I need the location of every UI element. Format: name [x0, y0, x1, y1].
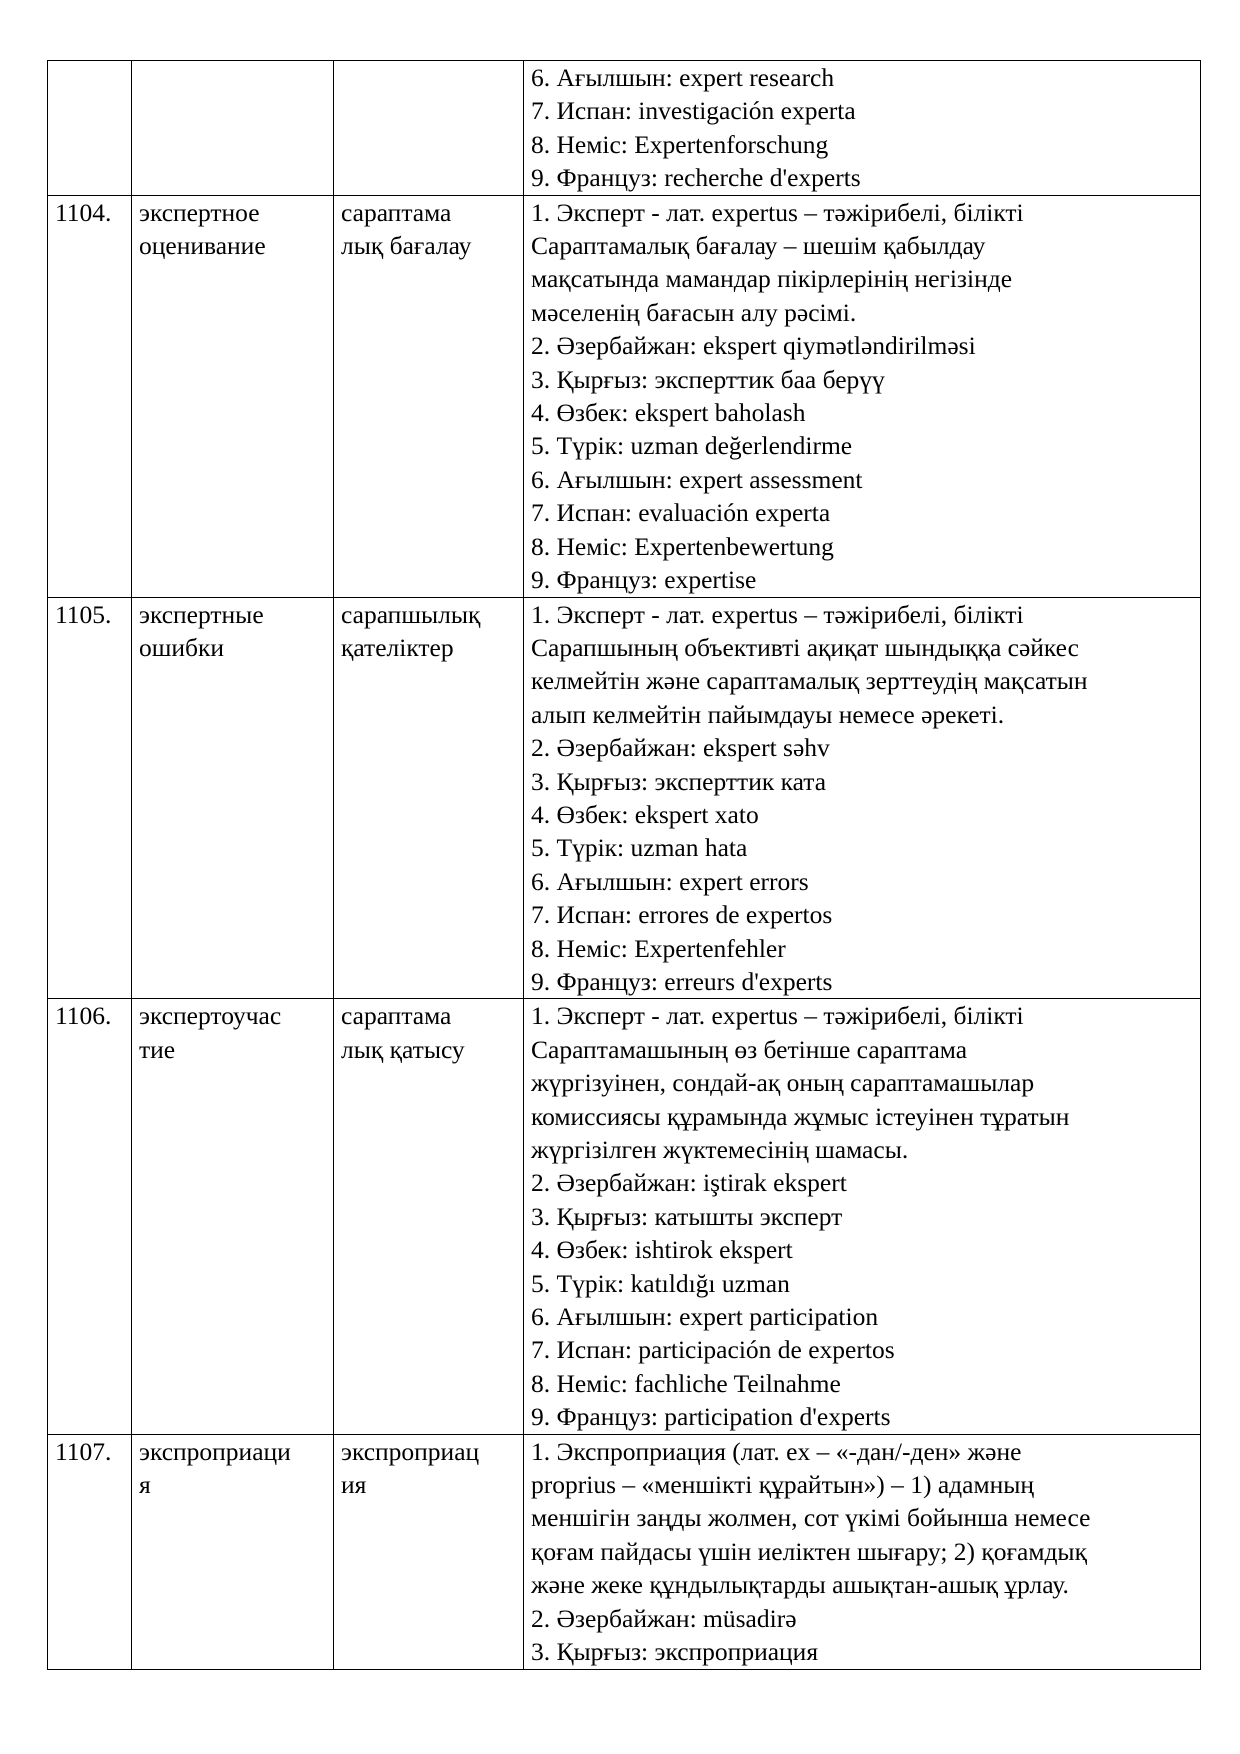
terminology-table — [47, 60, 1201, 1670]
entry-number: 1105. — [48, 597, 132, 999]
definition-translations-line: 9. Француз: participation d'experts — [531, 1402, 891, 1432]
russian-term-line: экспертные — [139, 599, 264, 629]
kazakh-term-line: лық бағалау — [341, 231, 472, 261]
kazakh-term — [334, 61, 524, 196]
definition-translations-line: 2. Әзербайжан: müsadirə — [531, 1603, 797, 1633]
table-row — [48, 61, 1201, 196]
definition-translations-line: алып келмейтін пайымдауы немесе әрекеті. — [531, 699, 1005, 729]
definition-translations-line: 2. Әзербайжан: iştirak ekspert — [531, 1168, 847, 1198]
kazakh-term-line: экспроприац — [341, 1436, 480, 1466]
entry-number — [48, 61, 132, 196]
definition-translations-line: 7. Испан: investigación experta — [531, 96, 856, 126]
definition-translations — [524, 999, 1201, 1434]
definition-translations-line: 2. Әзербайжан: ekspert qiymətləndirilməsi — [531, 331, 976, 361]
definition-translations-line: 7. Испан: participación de expertos — [531, 1335, 895, 1365]
russian-term-line: оценивание — [139, 231, 266, 261]
definition-translations-line: 4. Өзбек: ekspert xato — [531, 799, 759, 829]
table-row — [48, 1434, 1201, 1669]
table-row — [48, 597, 1201, 999]
kazakh-term-line: ия — [341, 1470, 367, 1500]
definition-translations-line: жүргізілген жүктемесінің шамасы. — [531, 1135, 909, 1164]
table-row — [48, 195, 1201, 597]
russian-term — [132, 1434, 334, 1669]
definition-translations-line: 8. Неміс: fachliche Teilnahme — [531, 1368, 841, 1398]
kazakh-term-line: лық қатысу — [341, 1034, 465, 1064]
definition-translations-line: мәселенің бағасын алу рәсімі. — [531, 297, 857, 327]
entry-number: 1104. — [48, 195, 132, 597]
entry-number: 1106. — [48, 999, 132, 1434]
definition-translations-line: 6. Ағылшын: expert assessment — [531, 464, 863, 494]
russian-term-line: ошибки — [139, 632, 225, 662]
kazakh-term — [334, 999, 524, 1434]
kazakh-term — [334, 597, 524, 999]
kazakh-term-line: сараптама — [341, 1001, 452, 1031]
definition-translations-line: 3. Қырғыз: катышты эксперт — [531, 1201, 843, 1231]
russian-term — [132, 195, 334, 597]
definition-translations-line: 7. Испан: evaluación experta — [531, 498, 831, 528]
definition-translations-line: 1. Экспроприация (лат. ex – «-дан/-ден» және — [531, 1436, 1022, 1466]
definition-translations-line: 9. Француз: erreurs d'experts — [531, 966, 833, 996]
kazakh-term — [334, 1434, 524, 1669]
definition-translations-line: меншігін заңды жолмен, сот үкімі бойынша немесе — [531, 1503, 1091, 1533]
definition-translations-line: мақсатында мамандар пікірлерінің негізінде — [531, 264, 1013, 294]
definition-translations-line: 2. Әзербайжан: ekspert səhv — [531, 733, 830, 763]
definition-translations-line: 6. Ағылшын: expert research — [531, 63, 835, 92]
kazakh-term — [334, 195, 524, 597]
definition-translations-line: 8. Неміс: Expertenbewertung — [531, 531, 834, 561]
definition-translations — [524, 61, 1201, 196]
russian-term — [132, 597, 334, 999]
definition-translations-line: 6. Ағылшын: expert errors — [531, 866, 809, 896]
russian-term-line: экспроприаци — [139, 1436, 291, 1466]
definition-translations-line: 5. Түрік: katıldığı uzman — [531, 1268, 790, 1298]
definition-translations-line: 5. Түрік: uzman hata — [531, 833, 748, 863]
russian-term — [132, 999, 334, 1434]
definition-translations-line: қоғам пайдасы үшін иеліктен шығару; 2) қоғамдық — [531, 1536, 1087, 1566]
kazakh-term-line: сарапшылық — [341, 599, 481, 629]
russian-term — [132, 61, 334, 196]
definition-translations-line: 6. Ағылшын: expert participation — [531, 1302, 879, 1332]
table-row — [48, 999, 1201, 1434]
russian-term-line: тие — [139, 1034, 176, 1064]
definition-translations-line: 7. Испан: errores de expertos — [531, 900, 833, 930]
definition-translations — [524, 597, 1201, 999]
definition-translations — [524, 1434, 1201, 1669]
russian-term-line: экспертное — [139, 197, 260, 227]
definition-translations-line: Сараптамалық бағалау – шешім қабылдау — [531, 231, 986, 261]
russian-term-line: экспертоучас — [139, 1001, 282, 1031]
definition-translations-line: 3. Қырғыз: эксперттик баа берүү — [531, 364, 885, 394]
definition-translations-line: 1. Эксперт - лат. expertus – тәжірибелі, білікті — [531, 1001, 1024, 1031]
definition-translations-line: 8. Неміс: Expertenfehler — [531, 933, 786, 963]
definition-translations-line: 3. Қырғыз: экспроприация — [531, 1637, 819, 1667]
definition-translations-line: 4. Өзбек: ishtirok ekspert — [531, 1235, 793, 1265]
definition-translations-line: және жеке құндылықтарды ашықтан-ашық ұрлау. — [531, 1570, 1069, 1600]
russian-term-line: я — [139, 1470, 151, 1500]
definition-translations-line: 8. Неміс: Expertenforschung — [531, 129, 829, 159]
definition-translations-line: 4. Өзбек: ekspert baholash — [531, 398, 806, 428]
definition-translations-line: proprius – «меншікті құрайтын») – 1) адамның — [531, 1470, 1035, 1500]
definition-translations-line: Сарапшының объективті ақиқат шындыққа сәйкес — [531, 632, 1079, 662]
definition-translations-line: 1. Эксперт - лат. expertus – тәжірибелі, білікті — [531, 599, 1024, 629]
definition-translations-line: комиссиясы құрамында жұмыс істеуінен тұратын — [531, 1101, 1070, 1131]
definition-translations — [524, 195, 1201, 597]
definition-translations-line: 1. Эксперт - лат. expertus – тәжірибелі, білікті — [531, 197, 1024, 227]
definition-translations-line: 9. Француз: recherche d'experts — [531, 163, 861, 193]
definition-translations-line: 9. Француз: expertise — [531, 565, 757, 595]
entry-number: 1107. — [48, 1434, 132, 1669]
kazakh-term-line: сараптама — [341, 197, 452, 227]
definition-translations-line: Сараптамашының өз бетінше сараптама — [531, 1034, 968, 1064]
definition-translations-line: 5. Түрік: uzman değerlendirme — [531, 431, 853, 461]
definition-translations-line: жүргізуінен, сондай-ақ оның сараптамашылар — [531, 1068, 1035, 1098]
table-body — [48, 61, 1201, 1670]
kazakh-term-line: қателіктер — [341, 632, 454, 662]
definition-translations-line: 3. Қырғыз: эксперттик ката — [531, 766, 827, 796]
definition-translations-line: келмейтін және сараптамалық зерттеудің мақсатын — [531, 666, 1088, 696]
